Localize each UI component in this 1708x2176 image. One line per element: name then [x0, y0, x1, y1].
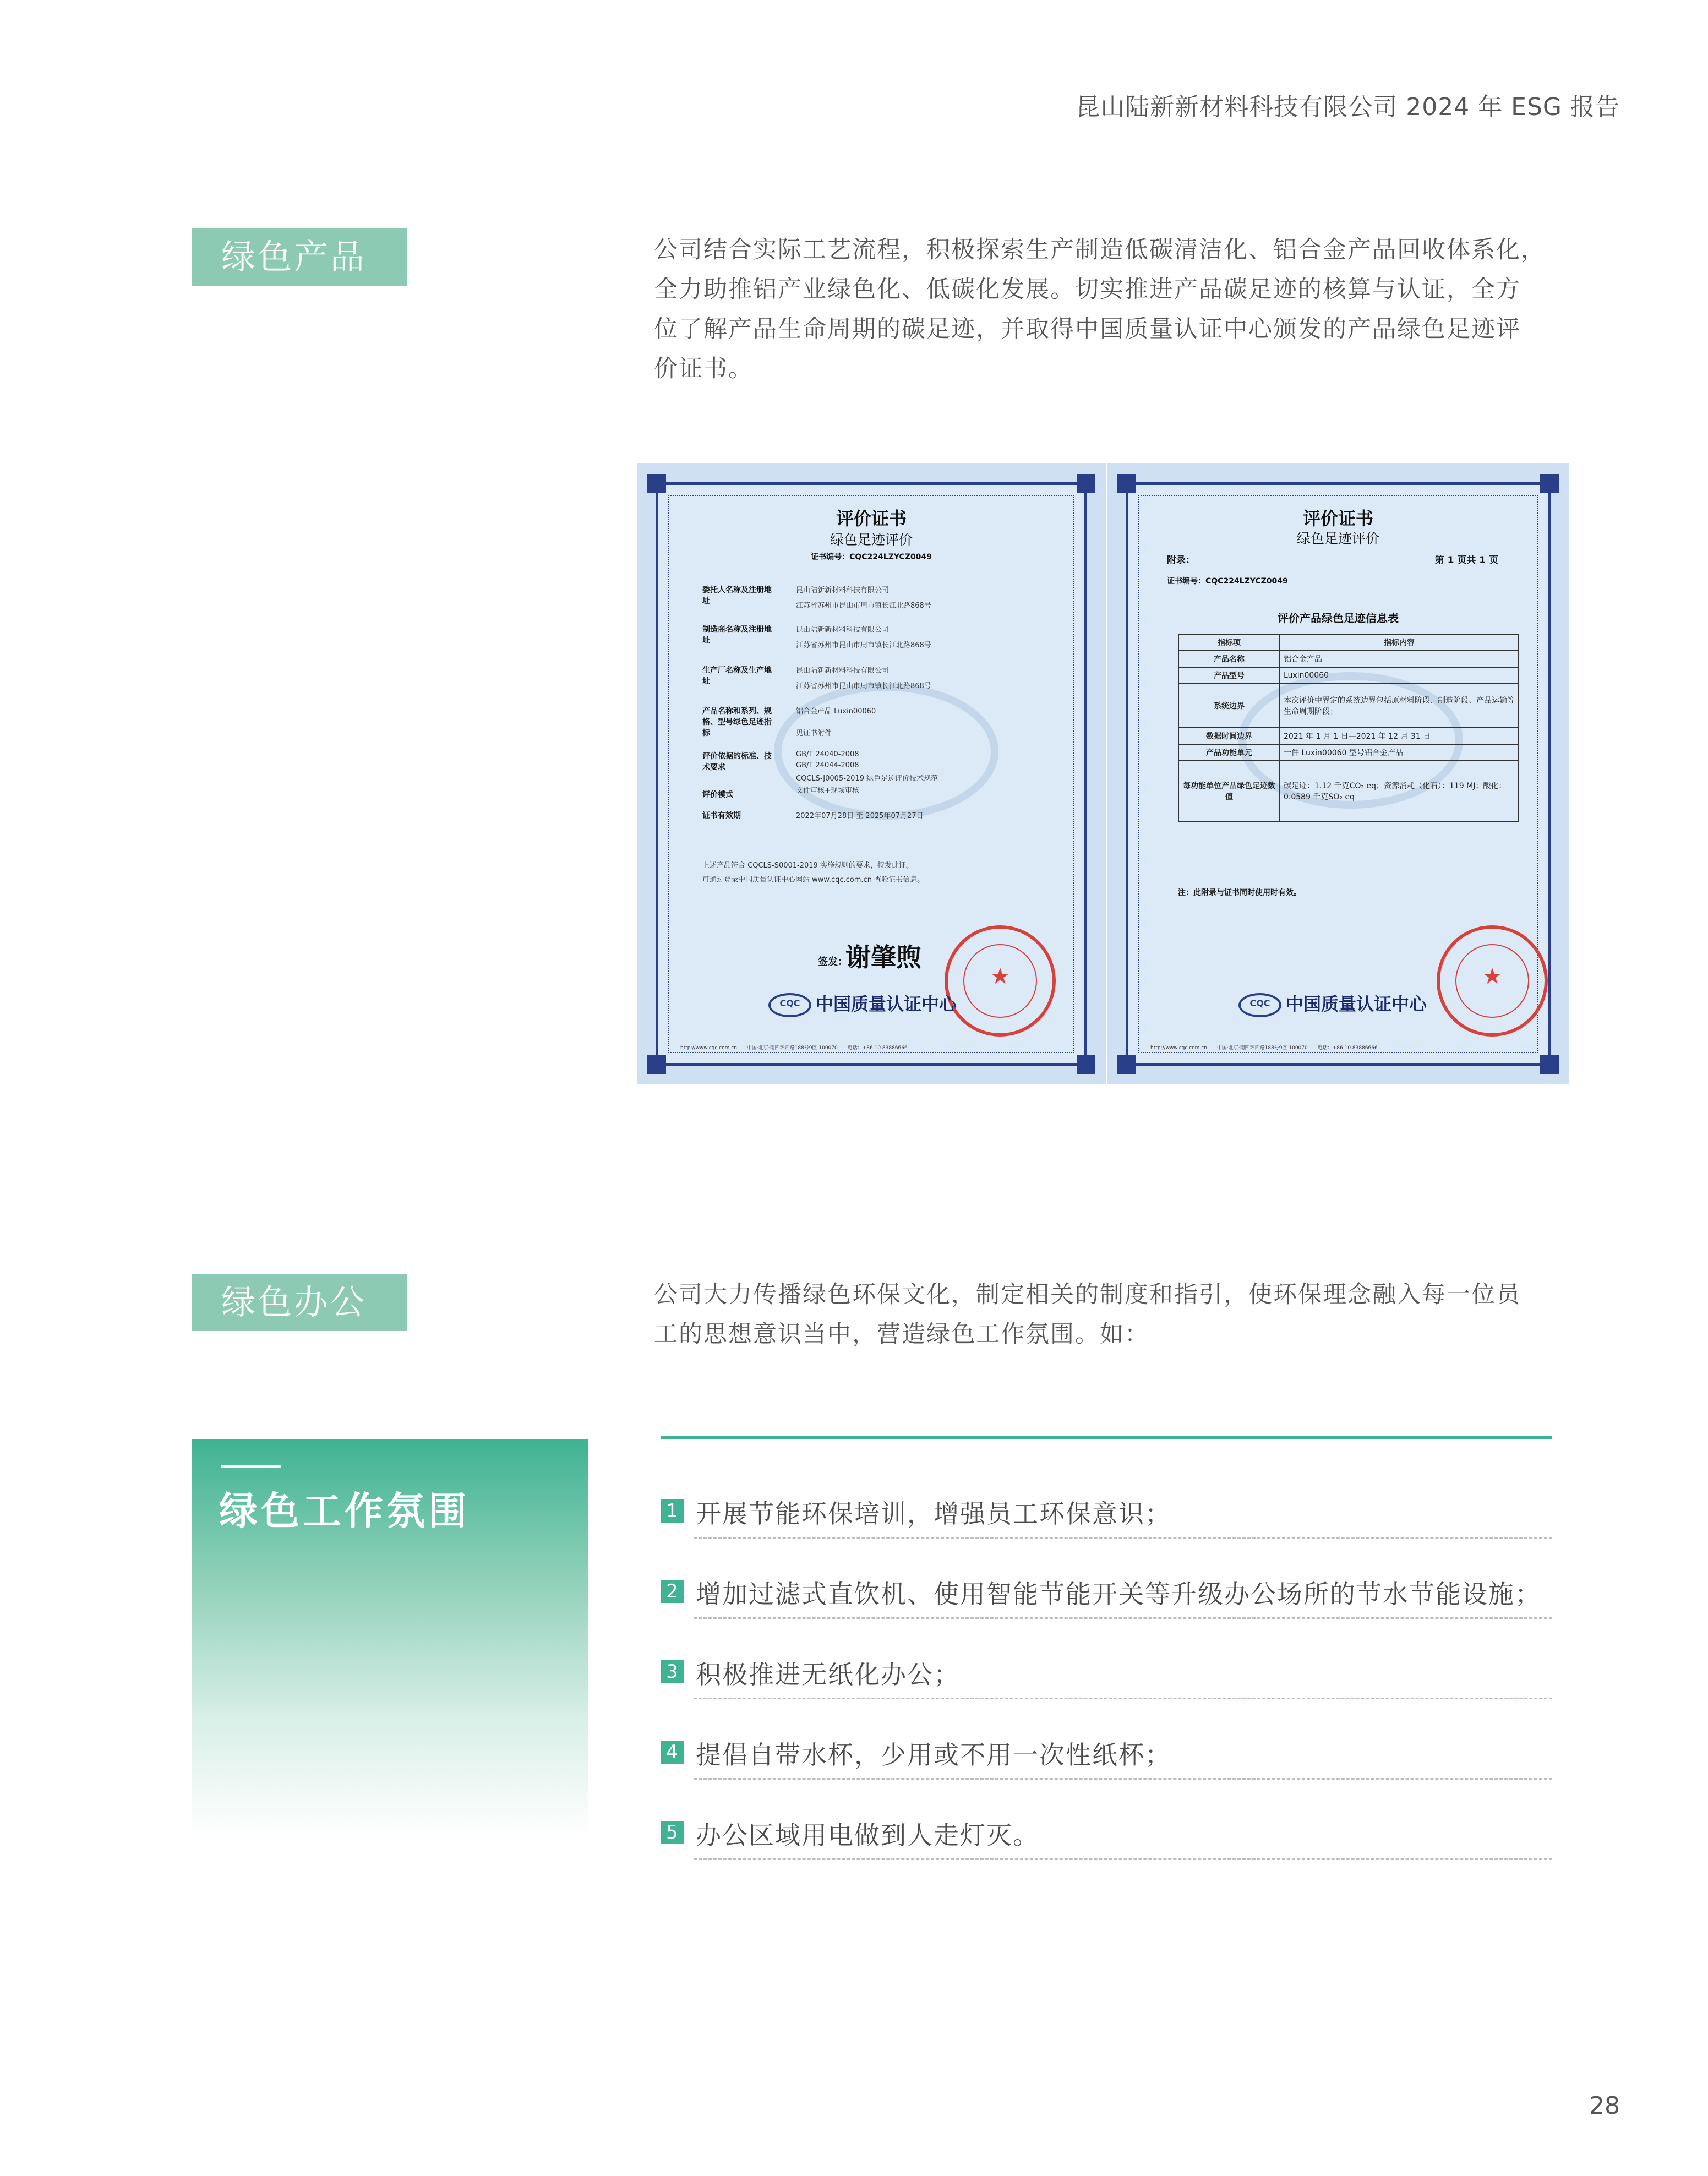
table-cell: 2021 年 1 月 1 日—2021 年 12 月 31 日: [1280, 728, 1519, 744]
cert-org-name: 中国质量认证中心: [1286, 994, 1427, 1015]
cert-title: 评价证书: [1302, 508, 1373, 529]
table-cell: 数据时间边界: [1178, 728, 1280, 744]
corner-ornament: [1117, 1055, 1136, 1074]
corner-ornament: [1077, 1055, 1095, 1074]
cert-row-value: GB/T 24040-2008: [796, 750, 859, 759]
dashed-divider: [694, 1537, 1552, 1539]
cert-row-value: CQCLS-J0005-2019 绿色足迹评价技术规范: [796, 775, 938, 783]
cert-row-label: 评价依据的标准、技术要求: [702, 752, 772, 772]
section1-paragraph: [654, 230, 1559, 389]
table-cell: 系统边界: [1178, 684, 1280, 728]
cqc-logo-mark: CQC: [768, 993, 811, 1017]
list-item: [661, 1579, 1552, 1659]
certificate-frame: [656, 482, 1087, 1066]
appendix-label: 附录：: [1167, 555, 1195, 566]
table-title: 评价产品绿色足迹信息表: [1278, 612, 1399, 625]
cert-row-value: 昆山陆新新材料科技有限公司: [796, 667, 890, 675]
dashed-divider: [694, 1698, 1552, 1699]
dashed-divider: [694, 1858, 1552, 1860]
para-line: 公司结合实际工艺流程，积极探索生产制造低碳清洁化、铝合金产品回收体系化，: [654, 236, 1546, 264]
corner-ornament: [647, 474, 666, 493]
cert-row-value: 文件审核+现场审核: [796, 787, 859, 795]
accent-bar: [221, 1465, 281, 1468]
certificate-image-2: [1107, 463, 1569, 1084]
table-header-cell: 指标内容: [1280, 634, 1519, 651]
cert-row-label: 制造商名称及注册地址: [702, 625, 772, 645]
item-number-badge: 1: [661, 1499, 684, 1523]
section-tag-green-products: 绿色产品: [192, 228, 407, 286]
table-cell: Luxin00060: [1280, 667, 1519, 684]
atmosphere-title: 绿色工作氛围: [219, 1488, 470, 1534]
cert-row-label: 产品名称和系列、规格、型号绿色足迹指标: [702, 707, 772, 738]
list-item: [661, 1659, 1552, 1739]
cert-row-value: 2022年07月28日 至 2025年07月27日: [796, 812, 924, 820]
table-cell: 每功能单位产品绿色足迹数值: [1178, 761, 1280, 821]
cert-subtitle: 绿色足迹评价: [1296, 531, 1379, 547]
cert-row-label: 证书有效期: [702, 811, 741, 820]
table-cell: 本次评价中界定的系统边界包括原材料阶段、制造阶段、产品运输等生命周期阶段；: [1280, 684, 1519, 728]
cert-org-name: 中国质量认证中心: [816, 994, 957, 1015]
appendix-note: 注：此附录与证书同时使用时有效。: [1178, 888, 1301, 897]
item-text: 积极推进无纸化办公；: [696, 1660, 960, 1689]
cert-row-value: 江苏省苏州市昆山市周市镇长江北路868号: [796, 641, 931, 650]
table-row: [1178, 744, 1519, 761]
certificate-image-1: [637, 463, 1106, 1084]
cert-note: 上述产品符合 CQCLS-S0001-2019 实施规则的要求，特发此证。: [702, 861, 913, 870]
green-atmosphere-panel: [192, 1439, 588, 1836]
table-row: [1178, 651, 1519, 667]
star-icon: ★: [990, 964, 1010, 989]
corner-ornament: [1077, 474, 1095, 493]
item-text: 提倡自带水杯，少用或不用一次性纸杯；: [696, 1740, 1171, 1770]
official-seal: [1437, 925, 1548, 1037]
cert-note: 可通过登录中国质量认证中心网站 www.cqc.com.cn 查验证书信息。: [702, 876, 925, 884]
item-number-badge: 2: [661, 1580, 684, 1603]
item-number-badge: 5: [661, 1821, 684, 1844]
table-header-cell: 指标项: [1178, 634, 1280, 651]
cert-footer: http://www.cqc.com.cn 中国·北京·南四环西路188号9区 100070 电话：+86 10 83886666: [1150, 1045, 1378, 1051]
table-cell: 产品名称: [1178, 651, 1280, 667]
cert-row-value: 昆山陆新新材料科技有限公司: [796, 626, 890, 634]
signature: 谢肇煦: [845, 942, 921, 972]
cert-row-value: 昆山陆新新材料科技有限公司: [796, 586, 890, 595]
cert-subtitle: 绿色足迹评价: [830, 532, 913, 548]
corner-ornament: [1540, 1055, 1559, 1074]
table-header-row: [1178, 634, 1519, 651]
para-line: 全力助推铝产业绿色化、低碳化发展。切实推进产品碳足迹的核算与认证，全方: [654, 276, 1521, 303]
footprint-info-table: [1178, 634, 1519, 822]
cert-row-label: 生产厂名称及生产地址: [702, 666, 772, 686]
para-line: 价证书。: [654, 355, 753, 383]
star-icon: ★: [1482, 964, 1502, 989]
item-text: 开展节能环保培训，增强员工环保意识；: [696, 1499, 1171, 1529]
item-number-badge: 3: [661, 1660, 684, 1683]
cert-row-value: 见证书附件: [796, 729, 832, 738]
report-header-title: 昆山陆新新材料科技有限公司 2024 年 ESG 报告: [1076, 93, 1620, 121]
item-number-badge: 4: [661, 1741, 684, 1764]
cert-title: 评价证书: [836, 508, 907, 529]
cert-row-value: 江苏省苏州市昆山市周市镇长江北路868号: [796, 682, 931, 690]
section2-paragraph: [654, 1275, 1559, 1354]
corner-ornament: [1540, 474, 1559, 493]
dashed-divider: [694, 1778, 1552, 1780]
cert-row-value: 铝合金产品 Luxin00060: [796, 707, 876, 716]
item-text: 办公区域用电做到人走灯灭。: [696, 1820, 1039, 1850]
cert-row-value: 江苏省苏州市昆山市周市镇长江北路868号: [796, 602, 931, 610]
table-cell: 一件 Luxin00060 型号铝合金产品: [1280, 744, 1519, 761]
table-row: [1178, 761, 1519, 821]
item-text: 增加过滤式直饮机、使用智能节能开关等升级办公场所的节水节能设施；: [696, 1579, 1541, 1609]
cqc-logo: [768, 990, 957, 1017]
table-row: [1178, 667, 1519, 684]
corner-ornament: [1117, 474, 1136, 493]
cert-row-label: 委托人名称及注册地址: [702, 586, 772, 606]
corner-ornament: [647, 1055, 666, 1074]
certificate-frame: [1126, 482, 1551, 1066]
section-tag-green-office: 绿色办公: [192, 1274, 407, 1331]
cert-number: 证书编号：CQC224LZYCZ0049: [811, 553, 932, 561]
table-cell: 产品功能单元: [1178, 744, 1280, 761]
table-cell: 产品型号: [1178, 667, 1280, 684]
list-item: [661, 1739, 1552, 1820]
para-line: 公司大力传播绿色环保文化，制定相关的制度和指引，使环保理念融入每一位员: [654, 1281, 1521, 1308]
para-line: 工的思想意识当中，营造绿色工作氛围。如：: [654, 1321, 1149, 1348]
dashed-divider: [694, 1617, 1552, 1619]
para-line: 位了解产品生命周期的碳足迹，并取得中国质量认证中心颁发的产品绿色足迹评: [654, 315, 1521, 343]
page-number: 28: [1589, 2092, 1620, 2120]
sign-label: 签发：: [818, 956, 848, 968]
table-row: [1178, 684, 1519, 728]
official-seal: [945, 925, 1056, 1037]
cert-row-value: GB/T 24044-2008: [796, 761, 859, 770]
cqc-logo: [1238, 990, 1427, 1017]
page-info: 第 1 页共 1 页: [1434, 555, 1498, 566]
list-item: [661, 1820, 1552, 1900]
table-cell: 碳足迹：1.12 千克CO₂ eq；资源消耗（化石）：119 MJ；酸化：0.0589 千克SO₂ eq: [1280, 761, 1519, 821]
table-row: [1178, 728, 1519, 744]
list-top-rule: [661, 1436, 1552, 1439]
cert-row-label: 评价模式: [702, 790, 733, 799]
list-item: [661, 1498, 1552, 1579]
cert-number: 证书编号：CQC224LZYCZ0049: [1167, 577, 1288, 586]
cert-footer: http://www.cqc.com.cn 中国·北京·南四环西路188号9区 100070 电话：+86 10 83886666: [680, 1045, 908, 1051]
table-cell: 铝合金产品: [1280, 651, 1519, 667]
cqc-logo-mark: CQC: [1238, 993, 1281, 1017]
